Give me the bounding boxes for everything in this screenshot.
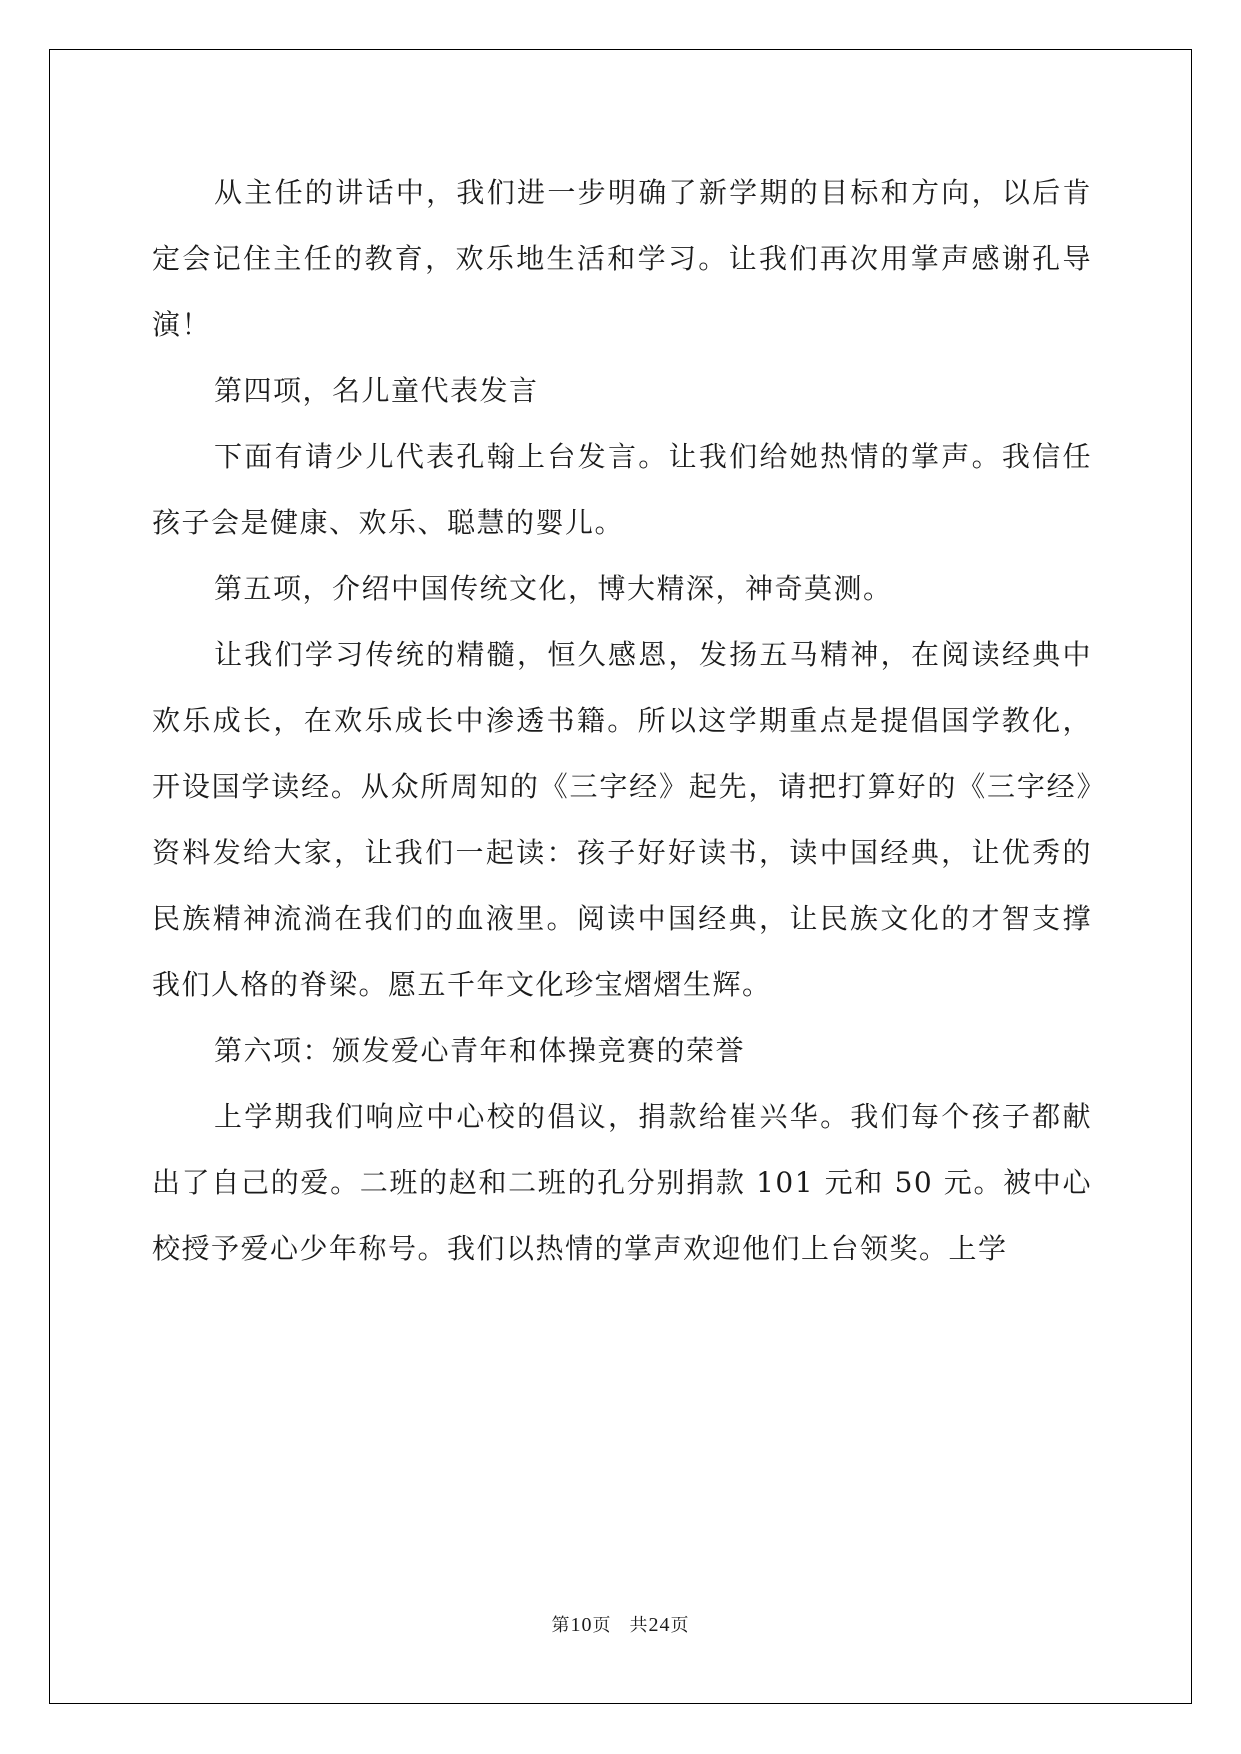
footer-page-word: 页: [592, 1615, 612, 1636]
page-footer: [0, 1611, 1241, 1637]
paragraph: 从主任的讲话中，我们进一步明确了新学期的目标和方向，以后肯定会记住主任的教育，欢乐地生活和学习。让我们再次用掌声感谢孔导演！: [152, 176, 1092, 341]
document-body: [152, 160, 1092, 1282]
paragraph: 第六项：颁发爱心青年和体操竞赛的荣誉: [214, 1034, 746, 1067]
footer-total-suffix: 页: [670, 1615, 690, 1636]
paragraph: 下面有请少儿代表孔翰上台发言。让我们给她热情的掌声。我信任孩子会是健康、欢乐、聪慧的婴儿。: [152, 440, 1092, 539]
footer-total-prefix: 共: [629, 1615, 649, 1636]
footer-prefix: 第: [551, 1615, 571, 1636]
current-page-number: 10: [570, 1614, 593, 1636]
total-pages-number: 24: [648, 1614, 671, 1636]
paragraph: 第四项，名儿童代表发言: [214, 374, 539, 407]
paragraph: 上学期我们响应中心校的倡议，捐款给崔兴华。我们每个孩子都献出了自己的爱。二班的赵和二班的孔分别捐款 101 元和 50 元。被中心校授予爱心少年称号。我们以热情的掌声欢迎他们上台领奖。上学: [152, 1100, 1092, 1265]
paragraph: 让我们学习传统的精髓，恒久感恩，发扬五马精神，在阅读经典中欢乐成长，在欢乐成长中渗透书籍。所以这学期重点是提倡国学教化，开设国学读经。从众所周知的《三字经》起先，请把打算好的《三字经》资料发给大家，让我们一起读：孩子好好读书，读中国经典，让优秀的民族精神流淌在我们的血液里。阅读中国经典，让民族文化的才智支撑我们人格的脊梁。愿五千年文化珍宝熠熠生辉。: [152, 638, 1092, 1001]
paragraph: 第五项，介绍中国传统文化，博大精深，神奇莫测。: [214, 572, 893, 605]
